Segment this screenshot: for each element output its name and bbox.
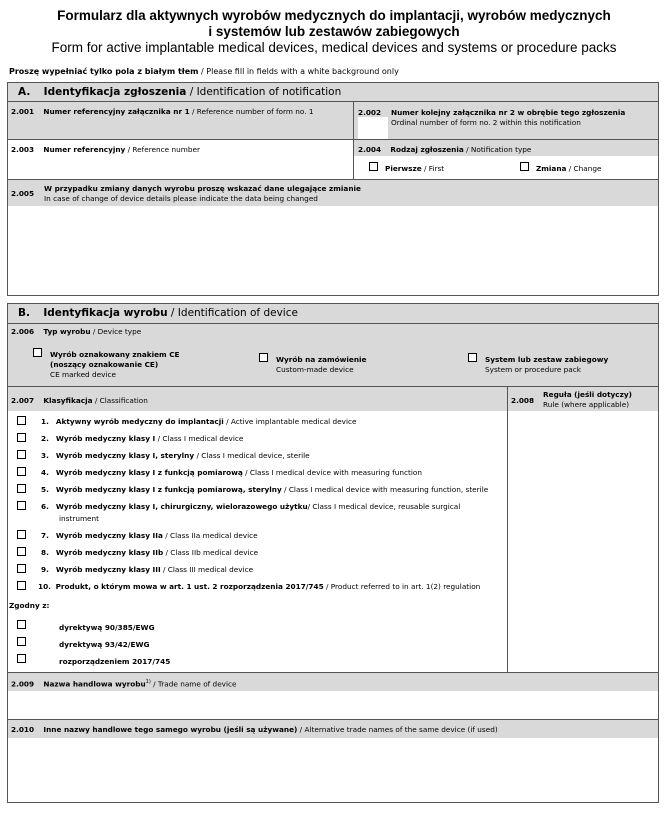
field-2007-label: 2.007 Klasyfikacja / Classification <box>11 396 148 405</box>
section-a-title: A. Identyfikacja zgłoszenia / Identification of notification <box>18 86 342 98</box>
class-9-checkbox[interactable] <box>17 564 26 573</box>
field-2002-label: 2.002 <box>358 108 382 117</box>
class-9-label: 9. Wyrób medyczny klasy III / Class III medical device <box>41 565 254 574</box>
field-2009-label: 2.009 Nazwa handlowa wyrobu$^{1)}$ / Trade name of device <box>11 679 237 689</box>
class-1-checkbox[interactable] <box>17 416 26 425</box>
device-type-custom-checkbox[interactable] <box>259 353 268 362</box>
notification-change-label: Zmiana / Change <box>536 164 602 173</box>
field-2005-num: 2.005 <box>11 189 35 198</box>
field-2008-input[interactable] <box>508 411 658 672</box>
fill-instruction: Proszę wypełniać tylko pola z białym tłem / Please fill in fields with a white background only <box>9 67 399 76</box>
class-7-label: 7. Wyrób medyczny klasy IIa / Class IIa medical device <box>41 531 258 540</box>
class-8-checkbox[interactable] <box>17 547 26 556</box>
class-2-checkbox[interactable] <box>17 433 26 442</box>
class-5-label: 5. Wyrób medyczny klasy I z funkcją pomiarową, sterylny / Class I medical device with measuring function, sterile <box>41 485 489 494</box>
field-2001-label: 2.001 Numer referencyjny załącznika nr 1 / Reference number of form no. 1 <box>11 107 314 116</box>
field-2006-label: 2.006 Typ wyrobu / Device type <box>11 327 142 336</box>
compliant-2017-745-checkbox[interactable] <box>17 654 26 663</box>
class-7-checkbox[interactable] <box>17 530 26 539</box>
notification-change-checkbox[interactable] <box>520 162 529 171</box>
field-2010-textarea[interactable] <box>8 738 658 802</box>
class-10-label: 10. Produkt, o którym mowa w art. 1 ust. 2 rozporządzenia 2017/745 / Product referred to in art. 1(2) regulation <box>38 582 481 591</box>
field-2003-input[interactable] <box>8 156 353 179</box>
device-type-ce-label: Wyrób oznakowany znakiem CE (noszący oznakowanie CE) CE marked device <box>50 350 180 379</box>
class-2-label: 2. Wyrób medyczny klasy I / Class I medical device <box>41 434 244 443</box>
class-4-label: 4. Wyrób medyczny klasy I z funkcją pomiarową / Class I medical device with measuring function <box>41 468 422 477</box>
compliant-label: Zgodny z: <box>9 601 50 610</box>
class-10-checkbox[interactable] <box>17 581 26 590</box>
class-6-checkbox[interactable] <box>17 501 26 510</box>
section-b-title: B. Identyfikacja wyrobu / Identification of device <box>18 307 298 319</box>
field-2008-num: 2.008 <box>511 396 535 405</box>
class-6-label: 6. Wyrób medyczny klasy I, chirurgiczny, wielorazowego użytku/ Class I medical device, reusable surgical <box>41 502 461 511</box>
class-3-label: 3. Wyrób medyczny klasy I, sterylny / Class I medical device, sterile <box>41 451 310 460</box>
class-8-label: 8. Wyrób medyczny klasy IIb / Class IIb medical device <box>41 548 259 557</box>
field-2009-input[interactable] <box>8 691 658 719</box>
field-2010-label: 2.010 Inne nazwy handlowe tego samego wyrobu (jeśli są używane) / Alternative trade names of the same device (if used) <box>11 725 498 734</box>
compliant-90-385-checkbox[interactable] <box>17 620 26 629</box>
field-2002-input[interactable] <box>358 117 388 139</box>
device-type-custom-label: Wyrób na zamówienie Custom-made device <box>276 355 367 374</box>
compliant-93-42-label: dyrektywą 93/42/EWG <box>59 640 150 649</box>
class-4-checkbox[interactable] <box>17 467 26 476</box>
class-6-label-cont: instrument <box>59 514 100 523</box>
compliant-90-385-label: dyrektywą 90/385/EWG <box>59 623 155 632</box>
field-2005-label: W przypadku zmiany danych wyrobu proszę wskazać dane ulegające zmianie In case of change of device details please indicate the data being changed <box>44 184 361 203</box>
field-2004-label: 2.004 Rodzaj zgłoszenia / Notification type <box>358 145 532 154</box>
class-3-checkbox[interactable] <box>17 450 26 459</box>
device-type-system-label: System lub zestaw zabiegowy System or procedure pack <box>485 355 609 374</box>
notification-first-checkbox[interactable] <box>369 162 378 171</box>
field-2002-text: Numer kolejny załącznika nr 2 w obrębie tego zgłoszenia Ordinal number of form no. 2 within this notification <box>391 108 626 127</box>
device-type-system-checkbox[interactable] <box>468 353 477 362</box>
form-title-line1: Formularz dla aktywnych wyrobów medycznych do implantacji, wyrobów medycznych <box>57 8 611 23</box>
class-1-label: 1. Aktywny wyrób medyczny do implantacji / Active implantable medical device <box>41 417 357 426</box>
compliant-93-42-checkbox[interactable] <box>17 637 26 646</box>
field-2005-textarea[interactable] <box>8 206 658 295</box>
form-title-english: Form for active implantable medical devices, medical devices and systems or procedure packs <box>51 40 617 55</box>
compliant-2017-745-label: rozporządzeniem 2017/745 <box>59 657 171 666</box>
field-2008-label: Reguła (jeśli dotyczy) Rule (where applicable) <box>543 390 632 409</box>
device-type-ce-checkbox[interactable] <box>33 348 42 357</box>
class-5-checkbox[interactable] <box>17 484 26 493</box>
form-title-line2: i systemów lub zestawów zabiegowych <box>208 24 460 39</box>
field-2003-label: 2.003 Numer referencyjny / Reference number <box>11 145 200 154</box>
notification-first-label: Pierwsze / First <box>385 164 445 173</box>
